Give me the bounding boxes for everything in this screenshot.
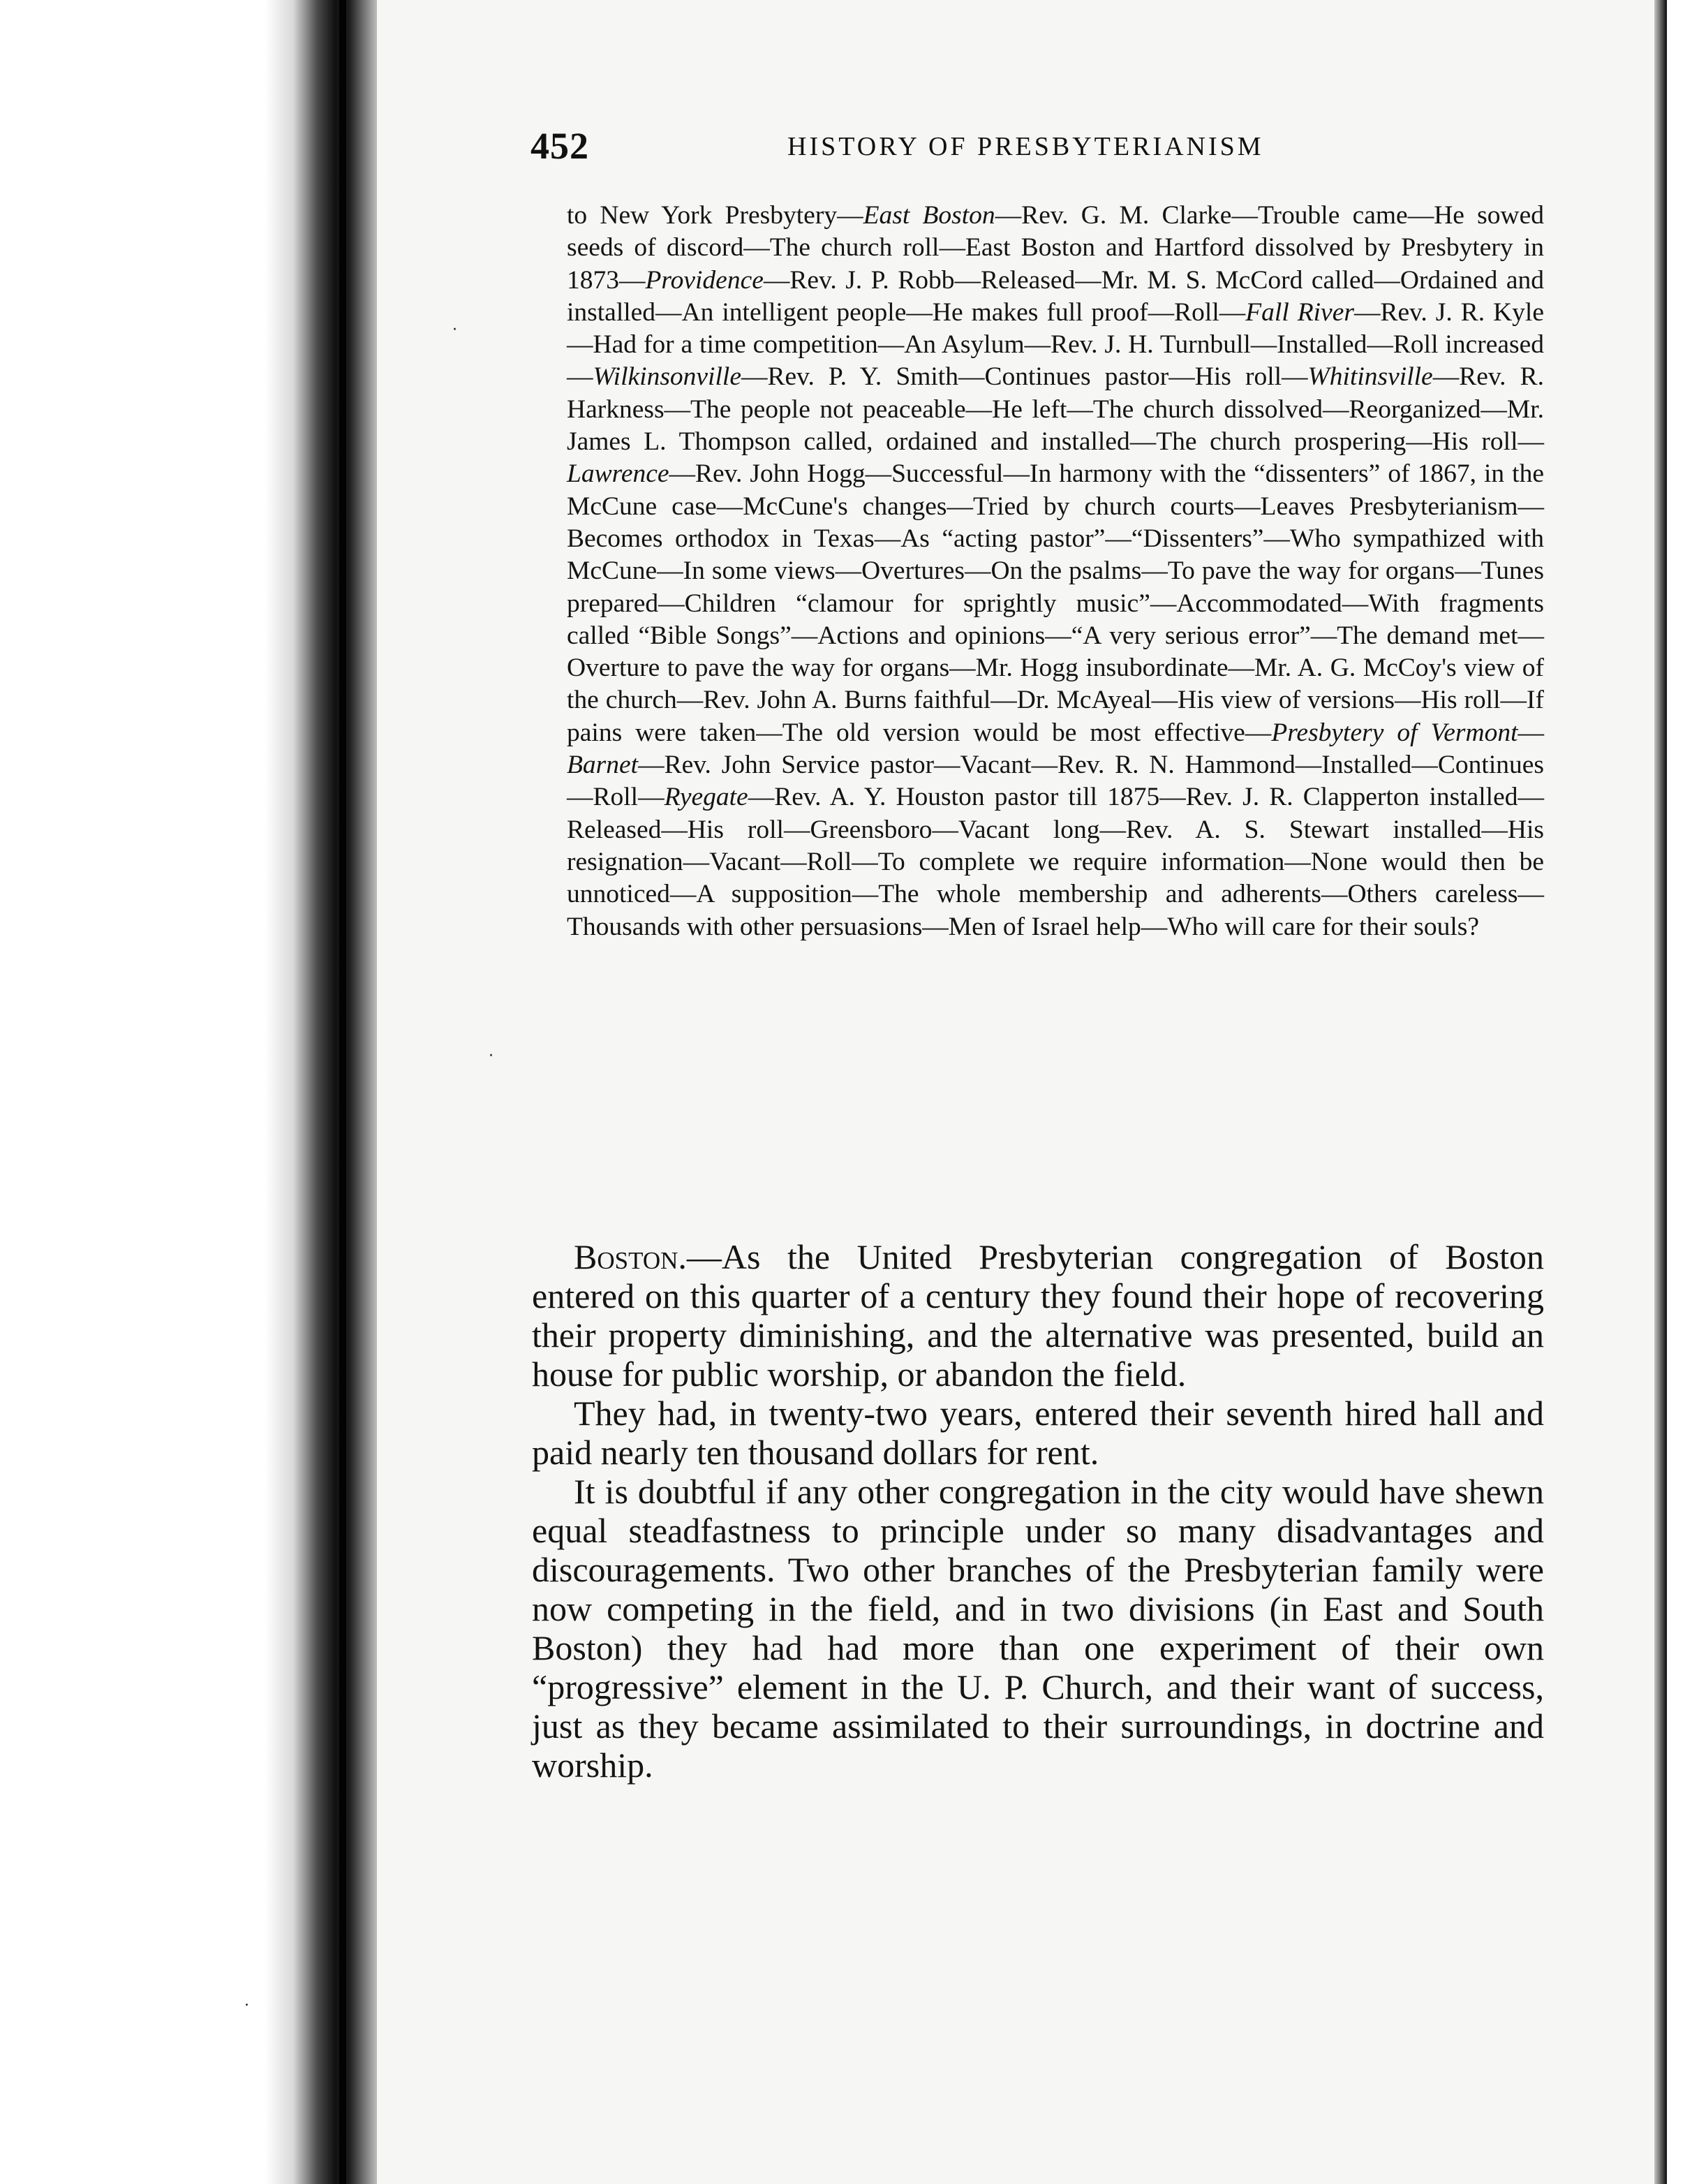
paragraph-boston — [532, 1237, 1544, 1394]
paragraph-hired-hall: They had, in twenty-two years, entered their seventh hired hall and paid nearly ten thousand dollars for rent. — [532, 1394, 1544, 1472]
place-name: Wilkinsonville — [593, 362, 741, 392]
paragraph-steadfastness: It is doubtful if any other congregation in the city would have shewn equal steadfastness to principle under so many disadvantages and discouragements. Two other branches of the Presbyterian family were now competing in the field, and in two divisions (in East and South Boston) they had had more than one experiment of their own “progressive” element in the U. P. Church, and their want of success, just as they became assimilated to their surroundings, in doctrine and worship. — [532, 1472, 1544, 1785]
place-name: Presbytery of Vermont — [1271, 718, 1518, 747]
synopsis-text: —Rev. J. P. Robb—Released—Mr. M. S. McCord called—Ordained and installed—An intelligent people—He makes full proof—Roll— — [567, 265, 1544, 327]
page-number: 452 — [530, 125, 589, 167]
place-name: Lawrence — [567, 459, 669, 489]
place-name: Ryegate — [664, 783, 748, 812]
margin-speck: · — [452, 321, 457, 339]
synopsis-text: — — [1517, 718, 1544, 747]
synopsis-text: —Rev. P. Y. Smith—Continues pastor—His roll— — [741, 362, 1308, 392]
place-name: Whitinsville — [1307, 362, 1433, 392]
margin-speck: · — [489, 1047, 493, 1065]
synopsis-text: to New York Presbytery— — [567, 201, 863, 230]
right-page-edge — [1654, 0, 1667, 2184]
place-name: Barnet — [567, 751, 639, 780]
chapter-synopsis — [567, 200, 1544, 943]
place-name: East Boston — [863, 201, 995, 230]
margin-speck: · — [244, 1997, 249, 2014]
synopsis-text: —Rev. John Hogg—Successful—In harmony with the “dissenters” of 1867, in the McCune case—McCune's changes—Tried by church courts—Leaves Presbyterianism—Becomes orthodox in Texas—As “acting pastor”—“Dissenters”—Who sympathized with McCune—In some views—Overtures—On the psalms—To pave the way for organs—Tunes prepared—Children “clamour for sprightly music”—Accommodated—With fragments called “Bible Songs”—Actions and opinions—“A very serious error”—The demand met—Overture to pave the way for organs—Mr. Hogg insubordinate—Mr. A. G. McCoy's view of the church—Rev. John A. Burns faithful—Dr. McAyeal—His view of versions—His roll—If pains were taken—The old version would be most effective— — [567, 459, 1544, 747]
place-name: Fall River — [1245, 297, 1354, 327]
right-margin — [1667, 0, 1692, 2184]
synopsis-text: —Rev. J. R. Kyle—Had for a time competition—An Asylum—Rev. J. H. Turnbull—Installed—Roll increased— — [567, 297, 1544, 392]
synopsis-text: —Rev. A. Y. Houston pastor till 1875—Rev. J. R. Clapperton installed—Released—His roll—Greensboro—Vacant long—Rev. A. S. Stewart installed—His resignation—Vacant—Roll—To complete we require information—None would then be unnoticed—A supposition—The whole membership and adherents—Others careless—Thousands with other persuasions—Men of Israel help—Who will care for their souls? — [567, 783, 1544, 941]
page-header — [530, 124, 1543, 166]
synopsis-text: —Rev. G. M. Clarke—Trouble came—He sowed seeds of discord—The church roll—East Boston and Hartford dissolved by Presbytery in 1873— — [567, 201, 1545, 295]
paragraph-text: —As the United Presbyterian congregation of Boston entered on this quarter of a century they found their hope of recovering their property diminishing, and the alternative was presented, build an house for public worship, or abandon the field. — [532, 1237, 1544, 1394]
spine-edge-line — [339, 0, 346, 2184]
section-lead-boston: Boston. — [574, 1237, 687, 1276]
book-spine-shadow — [0, 0, 377, 2184]
running-head: HISTORY OF PRESBYTERIANISM — [787, 132, 1264, 161]
synopsis-text: —Rev. R. Harkness—The people not peaceable—He left—The church dissolved—Reorganized—Mr. James L. Thompson called, ordained and installed—The church prospering—His roll— — [567, 362, 1545, 457]
place-name: Providence — [645, 265, 764, 295]
main-text — [532, 1237, 1544, 1785]
synopsis-text: —Rev. John Service pastor—Vacant—Rev. R. N. Hammond—Installed—Continues—Roll— — [567, 751, 1544, 812]
